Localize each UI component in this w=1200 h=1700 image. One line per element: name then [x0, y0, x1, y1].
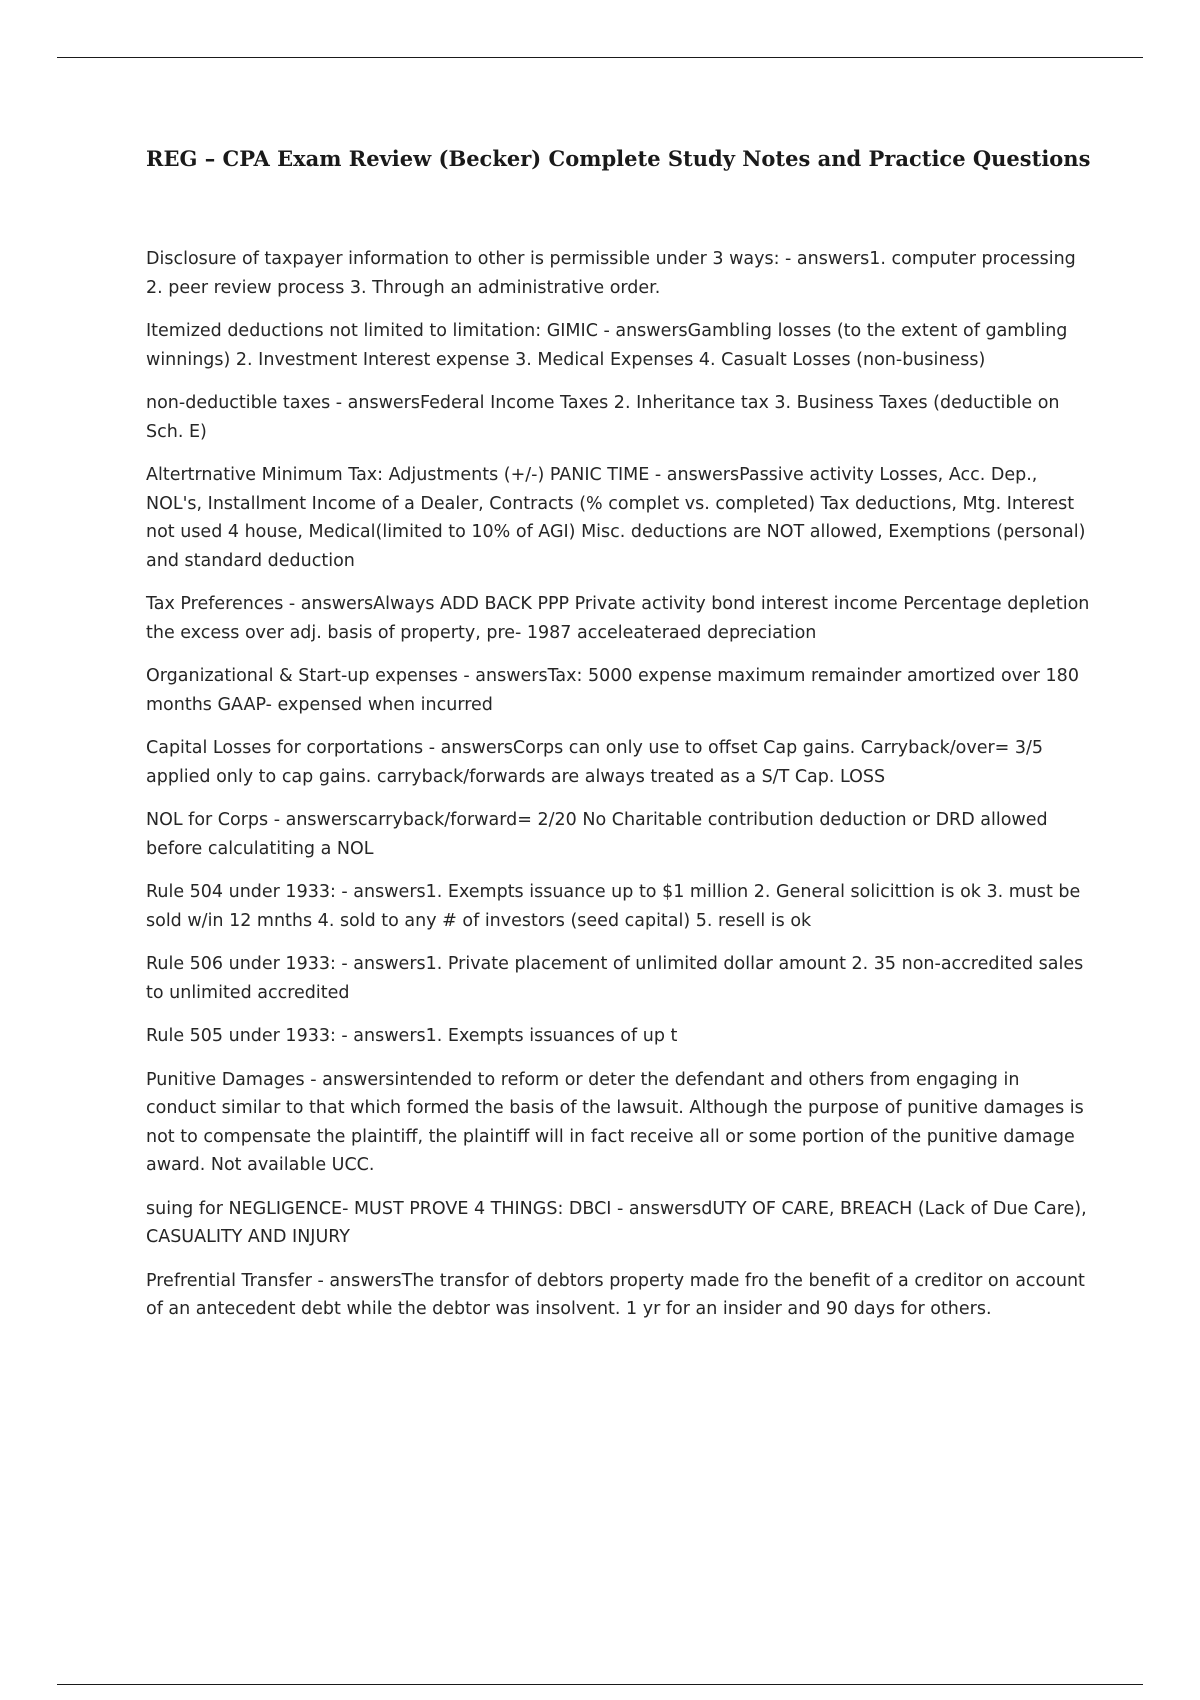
document-title: REG – CPA Exam Review (Becker) Complete Study Notes and Practice Questions: [146, 146, 1091, 171]
study-note-entry: Prefrential Transfer - answersThe transfor of debtors property made fro the benefit of a creditor on account of an antecedent debt while the debtor was insolvent. 1 yr for an insider and 90 days for others.: [146, 1270, 1085, 1319]
bottom-rule: [57, 1684, 1143, 1685]
study-note-entry: Itemized deductions not limited to limitation: GIMIC - answersGambling losses (to the extent of gambling winnings) 2. Investment Interest expense 3. Medical Expenses 4. Casualt Losses (non-business): [146, 321, 1068, 370]
study-note-entry: Organizational & Start-up expenses - answersTax: 5000 expense maximum remainder amortized over 180 months GAAP- expensed when incurred: [146, 666, 1079, 715]
study-note-entry: Rule 506 under 1933: - answers1. Private placement of unlimited dollar amount 2. 35 non-accredited sales to unlimited accredited: [146, 954, 1084, 1003]
study-note-entry: Rule 504 under 1933: - answers1. Exempts issuance up to $1 million 2. General solicittion is ok 3. must be sold w/in 12 mnths 4. sold to any # of investors (seed capital) 5. resell is ok: [146, 882, 1081, 931]
study-note-entry: Punitive Damages - answersintended to reform or deter the defendant and others from engaging in conduct similar to that which formed the basis of the lawsuit. Although the purpose of punitive damages is not to compensate the plaintiff, the plaintiff will in fact receive all or some portion of the punitive damage award. Not available UCC.: [146, 1069, 1084, 1175]
study-note-entry: NOL for Corps - answerscarryback/forward= 2/20 No Charitable contribution deduction or DRD allowed before calculatiting a NOL: [146, 810, 1048, 859]
study-note-entry: Tax Preferences - answersAlways ADD BACK PPP Private activity bond interest income Percentage depletion the excess over adj. basis of property, pre- 1987 acceleateraed depreciation: [146, 594, 1090, 643]
study-note-entry: suing for NEGLIGENCE- MUST PROVE 4 THINGS: DBCI - answersdUTY OF CARE, BREACH (Lack of Due Care), CASUALITY AND INJURY: [146, 1198, 1087, 1247]
top-rule: [57, 57, 1143, 58]
study-note-entry: Capital Losses for corportations - answersCorps can only use to offset Cap gains. Carryback/over= 3/5 applied only to cap gains. carryback/forwards are always treated as a S/T Cap. LOSS: [146, 738, 1044, 787]
study-note-entry: Altertrnative Minimum Tax: Adjustments (+/-) PANIC TIME - answersPassive activity Losses, Acc. Dep., NOL's, Installment Income of a Dealer, Contracts (% complet vs. completed) Tax deductions, Mtg. Interest not used 4 house, Medical(limited to 10% of AGI) Misc. deductions are NOT allowed, Exemptions (personal) and standard deduction: [146, 465, 1086, 571]
study-note-entry: Disclosure of taxpayer information to other is permissible under 3 ways: - answers1. computer processing 2. peer review process 3. Through an administrative order.: [146, 249, 1076, 298]
study-note-entry: non-deductible taxes - answersFederal Income Taxes 2. Inheritance tax 3. Business Taxes (deductible on Sch. E): [146, 393, 1060, 442]
study-note-entry: Rule 505 under 1933: - answers1. Exempts issuances of up t: [146, 1026, 678, 1046]
study-notes-list: [146, 245, 1091, 1339]
